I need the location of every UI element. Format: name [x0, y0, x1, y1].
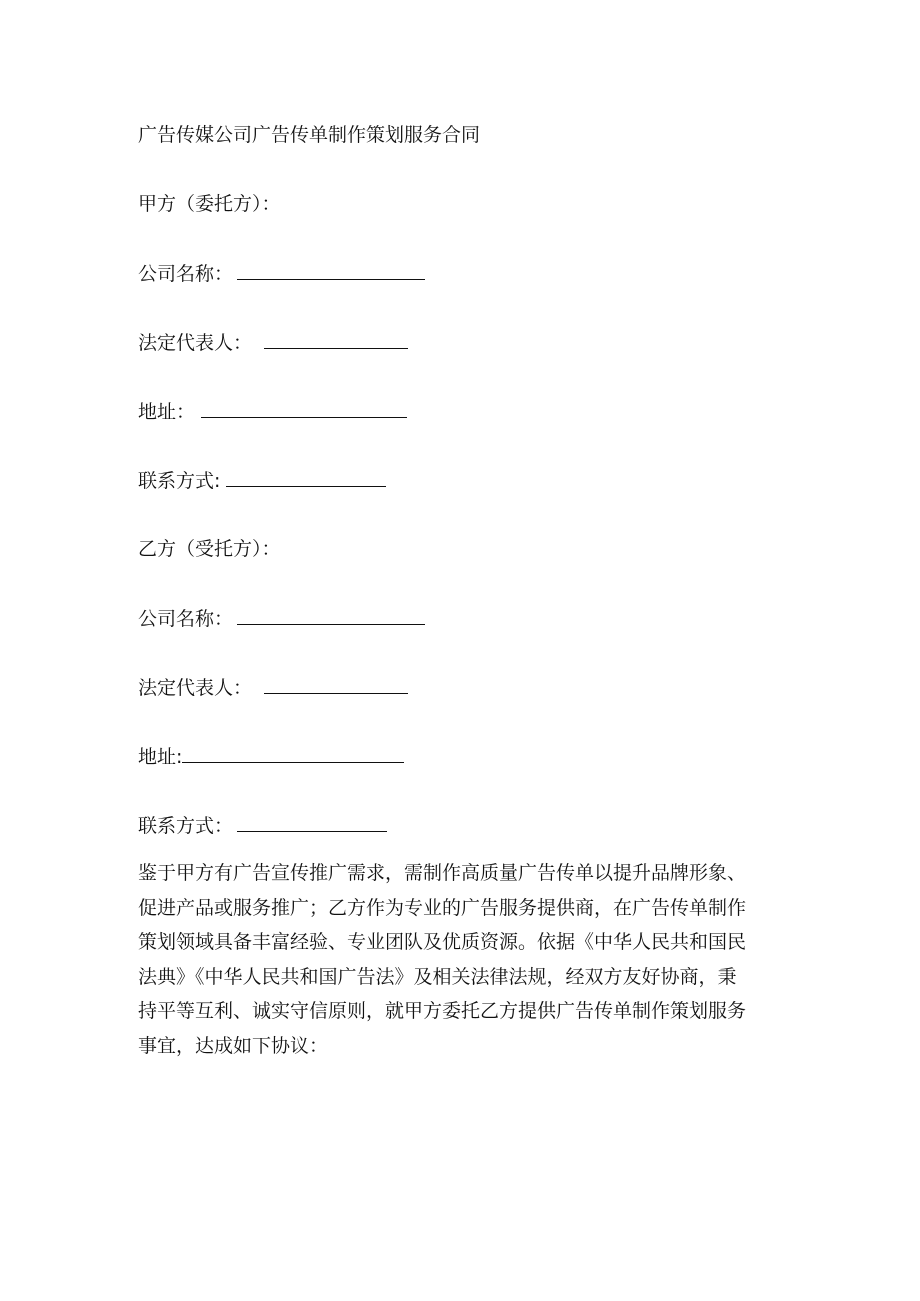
preamble-paragraph: [138, 856, 788, 1064]
party-a-contact-row: [138, 468, 386, 493]
party-b-company-label: 公司名称：: [138, 608, 234, 630]
party-b-contact-label: 联系方式：: [138, 815, 234, 837]
party-b-address-label: 地址:: [138, 746, 183, 768]
party-b-contact-blank[interactable]: [237, 813, 387, 832]
party-b-legal-rep-blank[interactable]: [264, 675, 408, 694]
party-a-contact-blank[interactable]: [226, 468, 386, 487]
party-a-address-blank[interactable]: [201, 399, 407, 418]
party-a-company-row: [138, 261, 425, 286]
preamble-line: 法典》《中华人民共和国广告法》及相关法律法规，经双方友好协商，秉: [138, 965, 737, 988]
preamble-line: 鉴于甲方有广告宣传推广需求，需制作高质量广告传单以提升品牌形象、: [138, 862, 747, 884]
party-a-address-label: 地址：: [138, 401, 196, 423]
party-b-company-row: [138, 606, 425, 631]
party-a-legal-rep-blank[interactable]: [264, 330, 408, 349]
party-b-legal-rep-label: 法定代表人：: [138, 677, 253, 699]
party-b-company-blank[interactable]: [237, 606, 425, 625]
party-a-company-label: 公司名称：: [138, 263, 234, 285]
preamble-line: 促进产品或服务推广；乙方作为专业的广告服务提供商，在广告传单制作: [138, 896, 747, 919]
preamble-line: 持平等互利、诚实守信原则，就甲方委托乙方提供广告传单制作策划服务: [138, 1000, 747, 1023]
party-a-heading: 甲方（委托方）：: [138, 193, 281, 215]
party-b-address-row: [138, 744, 404, 769]
party-a-legal-rep-row: [138, 330, 408, 355]
document-title: 广告传媒公司广告传单制作策划服务合同: [138, 124, 481, 146]
preamble-line: 策划领域具备丰富经验、专业团队及优质资源。依据《中华人民共和国民: [138, 931, 747, 954]
party-b-legal-rep-row: [138, 675, 408, 700]
party-a-company-blank[interactable]: [237, 261, 425, 280]
party-a-address-row: [138, 399, 407, 424]
party-a-contact-label: 联系方式:: [138, 470, 221, 492]
preamble-line: 事宜，达成如下协议：: [138, 1034, 329, 1057]
party-a-legal-rep-label: 法定代表人：: [138, 332, 253, 354]
party-b-contact-row: [138, 813, 387, 838]
party-b-address-blank[interactable]: [182, 744, 404, 763]
party-b-heading: 乙方（受托方）：: [138, 538, 281, 560]
